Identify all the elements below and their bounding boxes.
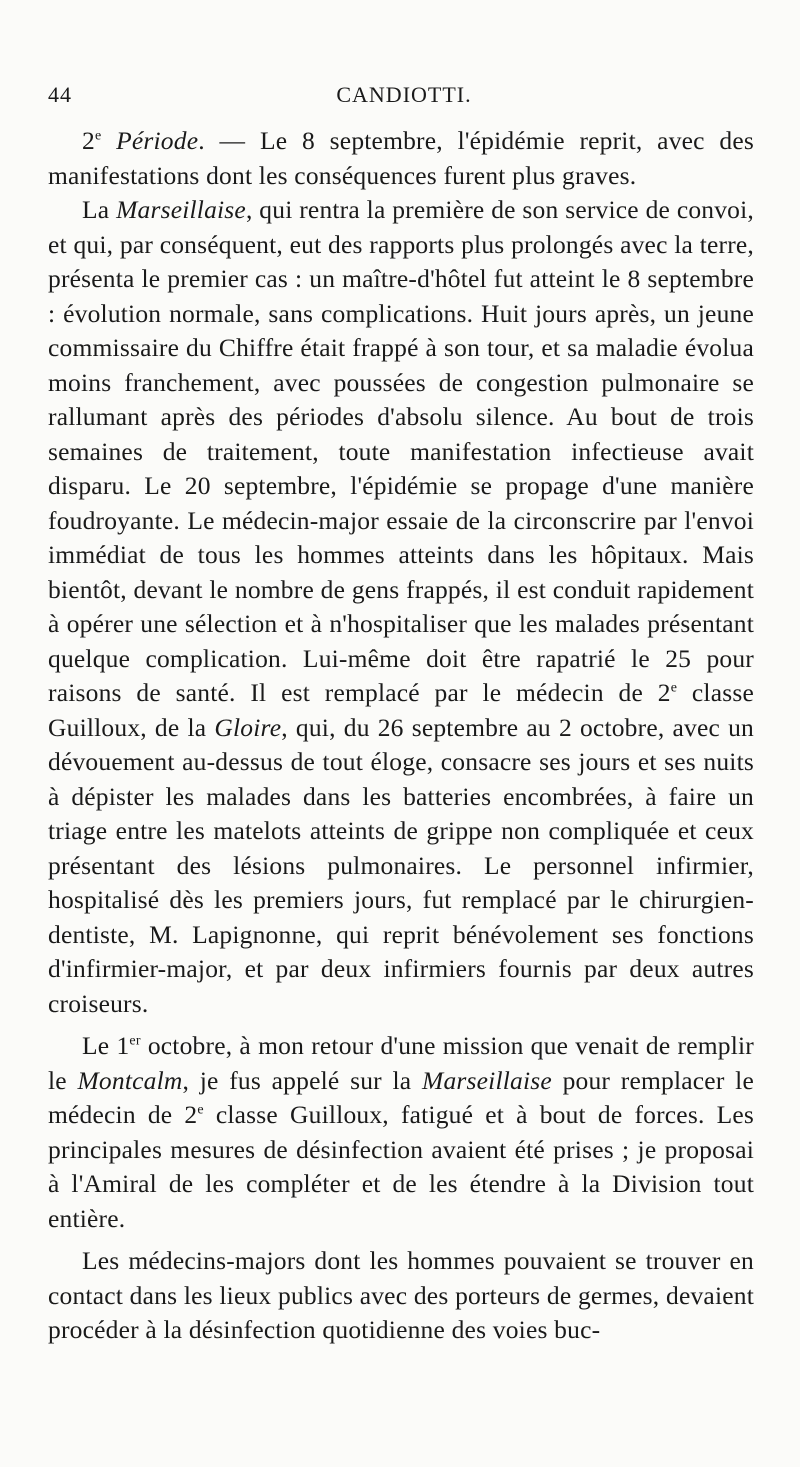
ship-name: Montcalm	[77, 1065, 183, 1095]
ship-name: Gloire	[214, 712, 282, 742]
paragraph-marseillaise	[48, 193, 754, 1021]
page-number: 44	[48, 82, 72, 107]
paragraph-period	[48, 124, 754, 193]
paragraph-medecins	[48, 1244, 754, 1348]
ship-name: Marseillaise	[116, 195, 246, 224]
paragraph-text: classe Guilloux, fatigué et à bout de forces. Les principales mesures de désinfection avaient été prises ; je proposai à l'Amiral de les compléter et de les étendre à la Division tout entière.	[48, 1100, 755, 1233]
period-label: Période	[116, 126, 199, 155]
ordinal-superscript: e	[94, 128, 102, 144]
paragraph-text: . — Le 8 septembre, l'épidémie reprit, avec des manifestations dont les conséquences furent plus graves.	[48, 126, 754, 190]
ordinal: 2	[82, 126, 95, 155]
paragraph-october	[48, 1029, 754, 1236]
superscript: e	[197, 1102, 204, 1118]
superscript: er	[129, 1033, 141, 1049]
paragraph-text: Le 1	[82, 1031, 130, 1060]
paragraph-text: La	[82, 195, 117, 224]
paragraph-text: Les médecins-majors dont les hommes pouvaient se trouver en contact dans les lieux publics avec des porteurs de germes, devaient procéder à la désinfection quotidienne des voies buc-	[48, 1246, 754, 1344]
paragraph-text: octobre, à mon retour d'une mission que venait de remplir le	[48, 1031, 754, 1095]
superscript: e	[670, 680, 678, 696]
ship-name: Marseillaise	[422, 1065, 552, 1095]
paragraph-text: pour remplacer le médecin de 2	[48, 1065, 754, 1129]
paragraph-text: classe Guilloux, de la	[48, 678, 754, 742]
running-head: CANDIOTTI.	[336, 82, 472, 107]
body-text	[48, 124, 754, 1348]
paragraph-text: , qui rentra la première de son service de convoi, et qui, par conséquent, eut des rapports plus prolongés avec la terre, présenta le premier cas : un maître-d'hôtel fut atteint le 8 septembre : évolution normale, sans complications. Huit jours après, un jeune commissaire du Chiffre était frappé à son tour, et sa maladie évolua moins franchement, avec poussées de congestion pulmonaire se rallumant après des périodes d'absolu silence. Au bout de trois semaines de traitement, toute manifestation infectieuse avait disparu. Le 20 septembre, l'épidémie se propage d'une manière foudroyante. Le médecin-major essaie de la circonscrire par l'envoi immédiat de tous les hommes atteints dans les hôpitaux. Mais bientôt, devant le nombre de gens frappés, il est conduit rapidement à opérer une sélection et à n'hospitaliser que les malades présentant quelque complication. Lui-même doit être rapatrié le 25 pour raisons de santé. Il est remplacé par le médecin de 2	[48, 195, 754, 707]
paragraph-text: , je fus appelé sur la	[182, 1065, 422, 1095]
page-header	[48, 82, 760, 112]
paragraph-text: , qui, du 26 septembre au 2 octobre, avec un dévouement au-dessus de tout éloge, consacre ses jours et ses nuits à dépister les malades dans les batteries encombrées, à faire un triage entre les matelots atteints de grippe non compliquée et ceux présentant des lésions pulmonaires. Le personnel infirmier, hospitalisé dès les premiers jours, fut remplacé par le chirurgien-dentiste, M. Lapignonne, qui reprit bénévolement ses fonctions d'infirmier-major, et par deux infirmiers fournis par deux autres croiseurs.	[48, 712, 754, 1018]
